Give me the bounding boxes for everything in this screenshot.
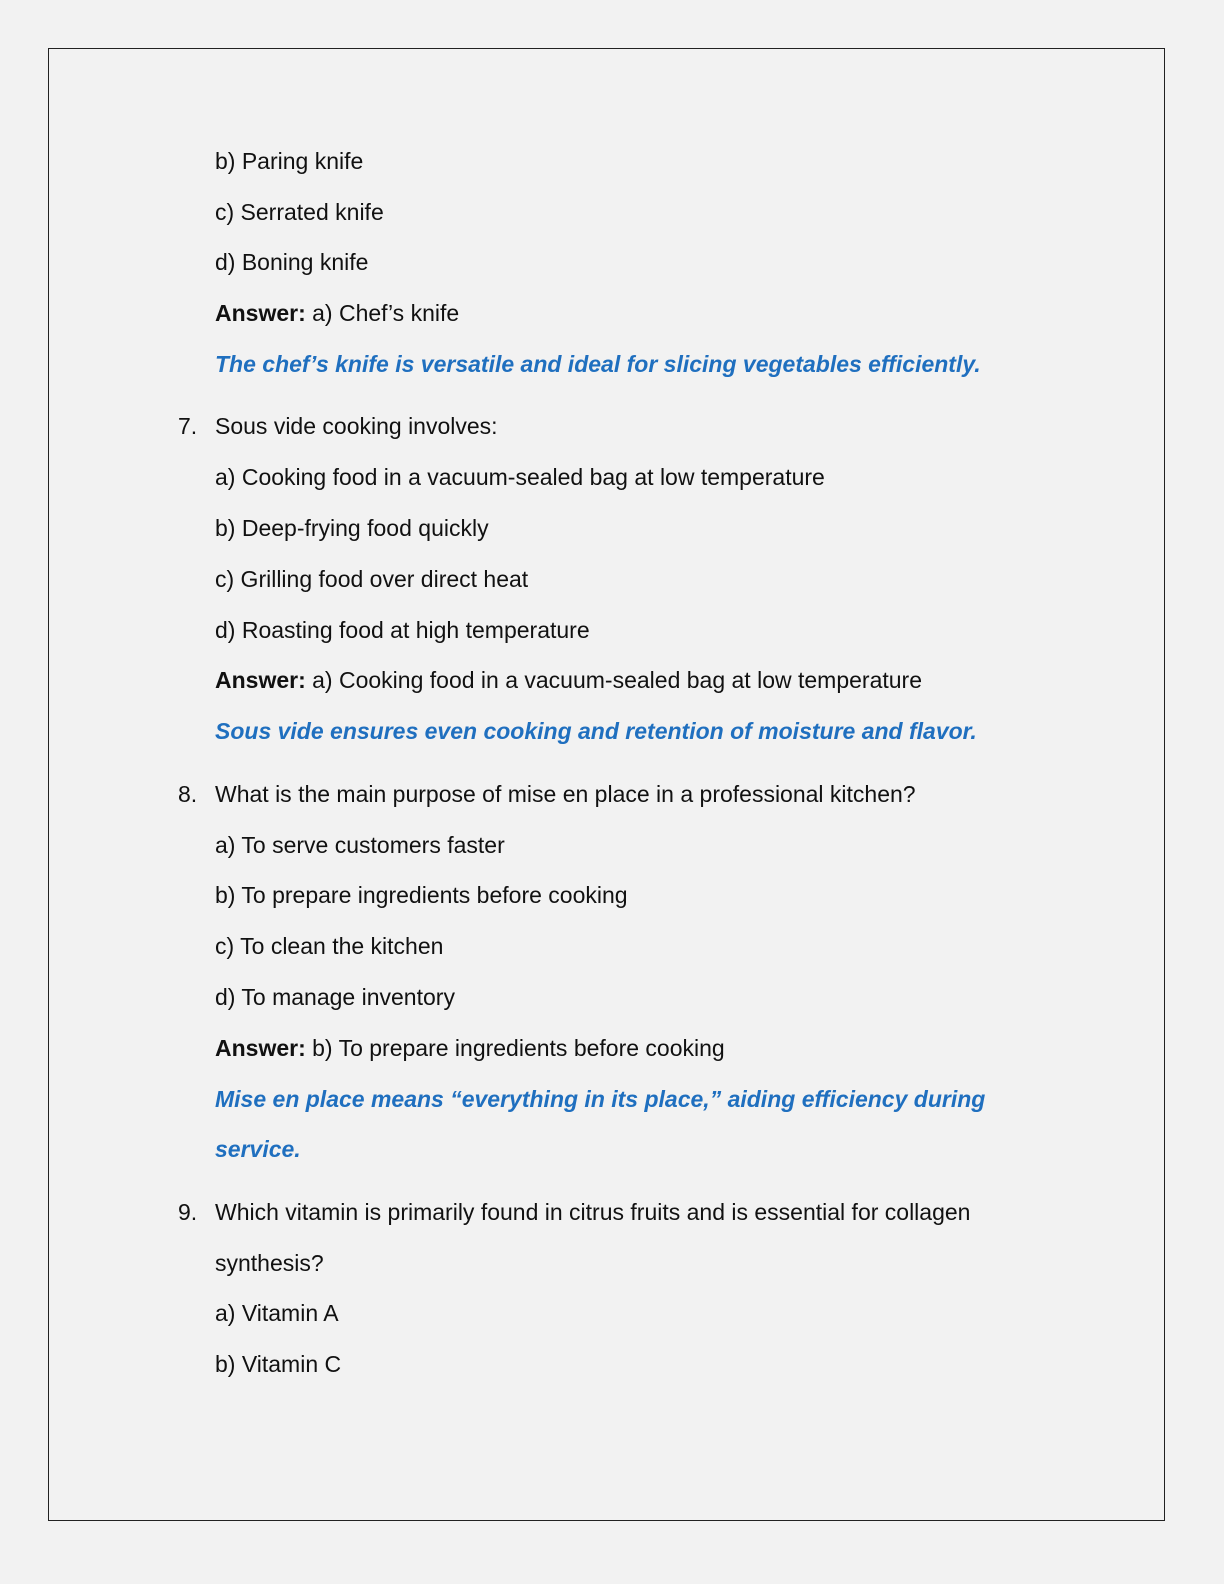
- q8-option-a: a) To serve customers faster: [215, 832, 505, 858]
- q9-number: 9.: [178, 1199, 198, 1225]
- q6-explanation: The chef’s knife is versatile and ideal for slicing vegetables efficiently.: [215, 351, 981, 377]
- answer-text: b) To prepare ingredients before cooking: [312, 1035, 725, 1061]
- answer-label: Answer:: [215, 667, 306, 693]
- q7-option-c: c) Grilling food over direct heat: [215, 566, 529, 592]
- q8-explanation-line1: Mise en place means “everything in its place,” aiding efficiency during: [215, 1086, 986, 1112]
- q6-option-c: c) Serrated knife: [215, 199, 384, 225]
- q6-option-d: d) Boning knife: [215, 249, 369, 275]
- q7-option-b: b) Deep-frying food quickly: [215, 515, 489, 541]
- q9-option-a: a) Vitamin A: [215, 1300, 339, 1326]
- q7-answer: [215, 665, 922, 695]
- q9-option-b: b) Vitamin C: [215, 1351, 342, 1377]
- q8-number: 8.: [178, 781, 198, 807]
- q8-explanation-line2: service.: [215, 1136, 301, 1162]
- answer-label: Answer:: [215, 300, 306, 326]
- q7-option-d: d) Roasting food at high temperature: [215, 617, 590, 643]
- q9-question-line2: synthesis?: [215, 1250, 324, 1276]
- q7-explanation: Sous vide ensures even cooking and retention of moisture and flavor.: [215, 718, 977, 744]
- answer-text: a) Cooking food in a vacuum-sealed bag at low temperature: [312, 667, 922, 693]
- q7-number: 7.: [178, 413, 198, 439]
- q8-answer: [215, 1033, 725, 1063]
- q8-option-c: c) To clean the kitchen: [215, 933, 444, 959]
- answer-label: Answer:: [215, 1035, 306, 1061]
- q6-answer: [215, 298, 459, 328]
- q8-question: What is the main purpose of mise en place in a professional kitchen?: [215, 781, 916, 807]
- q6-option-b: b) Paring knife: [215, 148, 364, 174]
- q8-option-b: b) To prepare ingredients before cooking: [215, 882, 628, 908]
- answer-text: a) Chef’s knife: [312, 300, 460, 326]
- q7-option-a: a) Cooking food in a vacuum-sealed bag at low temperature: [215, 464, 825, 490]
- q9-question-line1: Which vitamin is primarily found in citrus fruits and is essential for collagen: [215, 1199, 971, 1225]
- q8-option-d: d) To manage inventory: [215, 984, 455, 1010]
- q7-question: Sous vide cooking involves:: [215, 413, 498, 439]
